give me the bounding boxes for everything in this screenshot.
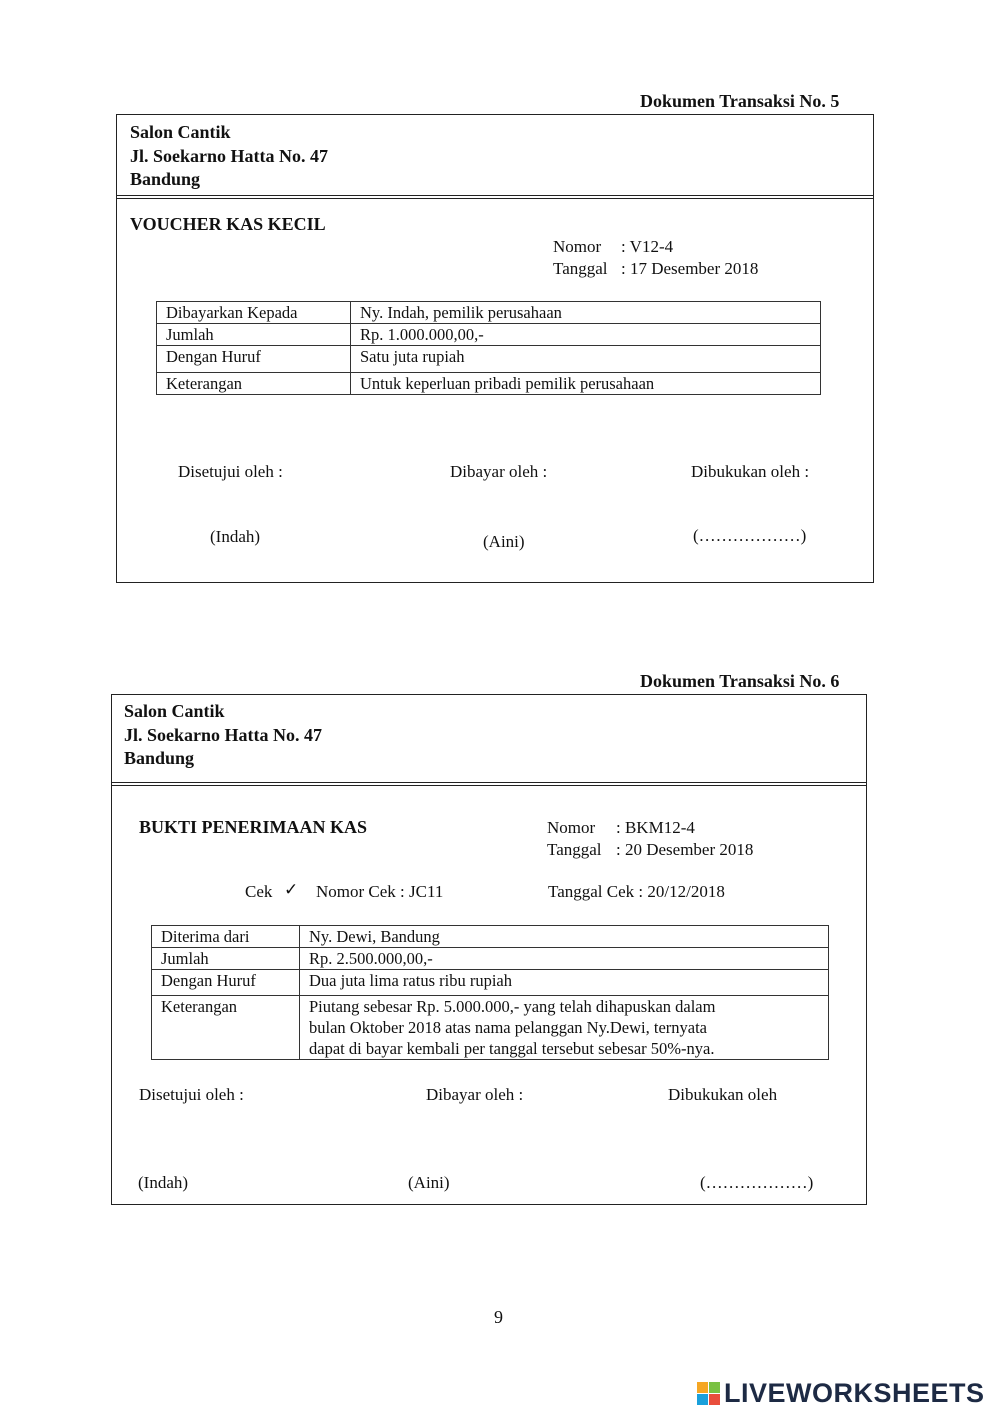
row-value: Dua juta lima ratus ribu rupiah [300,970,829,996]
table-row [152,926,829,948]
row-label: Keterangan [157,373,351,395]
doc6-approved-name: (Indah) [138,1173,189,1192]
doc5-nomor-label: Nomor [553,237,602,256]
liveworksheets-watermark[interactable] [697,1378,985,1409]
doc6-booked-label: Dibukukan oleh [668,1085,778,1104]
doc6-label: Dokumen Transaksi No. 6 [640,671,840,691]
row-label: Jumlah [157,324,351,346]
row-value: Ny. Dewi, Bandung [300,926,829,948]
table-row [157,302,821,324]
keterangan-value [300,996,829,1060]
doc6-tanggal-label: Tanggal [547,840,602,859]
row-label: Dengan Huruf [157,346,351,373]
doc5-approved-name: (Indah) [210,527,261,546]
doc5-label: Dokumen Transaksi No. 5 [640,91,840,111]
doc5-nomor-value: : V12-4 [621,237,674,256]
keterangan-line: Piutang sebesar Rp. 5.000.000,- yang telah dihapuskan dalam [309,997,716,1016]
doc6-cek-checkmark-icon: ✓ [284,880,299,899]
doc5-tanggal-label: Tanggal [553,259,608,278]
table-row [152,970,829,996]
logo-square [709,1394,720,1405]
doc5-paid-label: Dibayar oleh : [450,462,548,481]
doc6-detail-table [151,925,829,1060]
keterangan-line: bulan Oktober 2018 atas nama pelanggan Ny.Dewi, ternyata [309,1018,708,1037]
doc5-booked-label: Dibukukan oleh : [691,462,810,481]
keterangan-line: dapat di bayar kembali per tanggal tersebut sebesar 50%-nya. [309,1039,715,1058]
doc6-header-divider [112,782,866,786]
doc5-booked-name: (………………) [693,526,807,545]
table-row [152,996,829,1060]
logo-square [709,1382,720,1393]
doc6-cek-label: Cek [245,882,273,901]
doc6-paid-name: (Aini) [408,1173,450,1192]
table-row [157,373,821,395]
row-value: Satu juta rupiah [351,346,821,373]
doc5-title: VOUCHER KAS KECIL [130,214,326,234]
company-name: Salon Cantik [124,701,225,721]
doc6-paid-label: Dibayar oleh : [426,1085,524,1104]
company-city: Bandung [130,169,201,189]
doc6-nomor-cek: Nomor Cek : JC11 [316,882,444,901]
page-number: 9 [494,1307,503,1327]
doc5-company-block [130,121,328,192]
row-label: Dibayarkan Kepada [157,302,351,324]
company-name: Salon Cantik [130,122,231,142]
row-label: Dengan Huruf [152,970,300,996]
table-row [152,948,829,970]
doc5-paid-name: (Aini) [483,532,525,551]
doc6-title: BUKTI PENERIMAAN KAS [139,817,368,837]
doc5-header-divider [117,195,873,199]
logo-square [697,1394,708,1405]
liveworksheets-text: LIVEWORKSHEETS [724,1378,985,1408]
company-city: Bandung [124,748,195,768]
row-value: Rp. 1.000.000,00,- [351,324,821,346]
doc6-approved-label: Disetujui oleh : [139,1085,244,1104]
table-row [157,324,821,346]
row-label: Diterima dari [152,926,300,948]
row-label: Jumlah [152,948,300,970]
company-address: Jl. Soekarno Hatta No. 47 [124,724,322,745]
row-value: Ny. Indah, pemilik perusahaan [351,302,821,324]
row-value: Rp. 2.500.000,00,- [300,948,829,970]
doc6-tanggal-value: : 20 Desember 2018 [616,840,754,859]
doc6-booked-name: (………………) [700,1173,814,1192]
row-label: Keterangan [152,996,300,1060]
company-address: Jl. Soekarno Hatta No. 47 [130,145,328,166]
doc5-detail-table [156,301,821,395]
doc6-tanggal-cek: Tanggal Cek : 20/12/2018 [548,882,725,901]
doc5-approved-label: Disetujui oleh : [178,462,283,481]
doc5-tanggal-value: : 17 Desember 2018 [621,259,759,278]
doc6-company-block [124,700,322,771]
row-value: Untuk keperluan pribadi pemilik perusahaan [351,373,821,395]
table-row [157,346,821,373]
logo-square [697,1382,708,1393]
doc6-nomor-label: Nomor [547,818,596,837]
liveworksheets-logo-icon [697,1382,720,1405]
doc6-nomor-value: : BKM12-4 [616,818,695,837]
